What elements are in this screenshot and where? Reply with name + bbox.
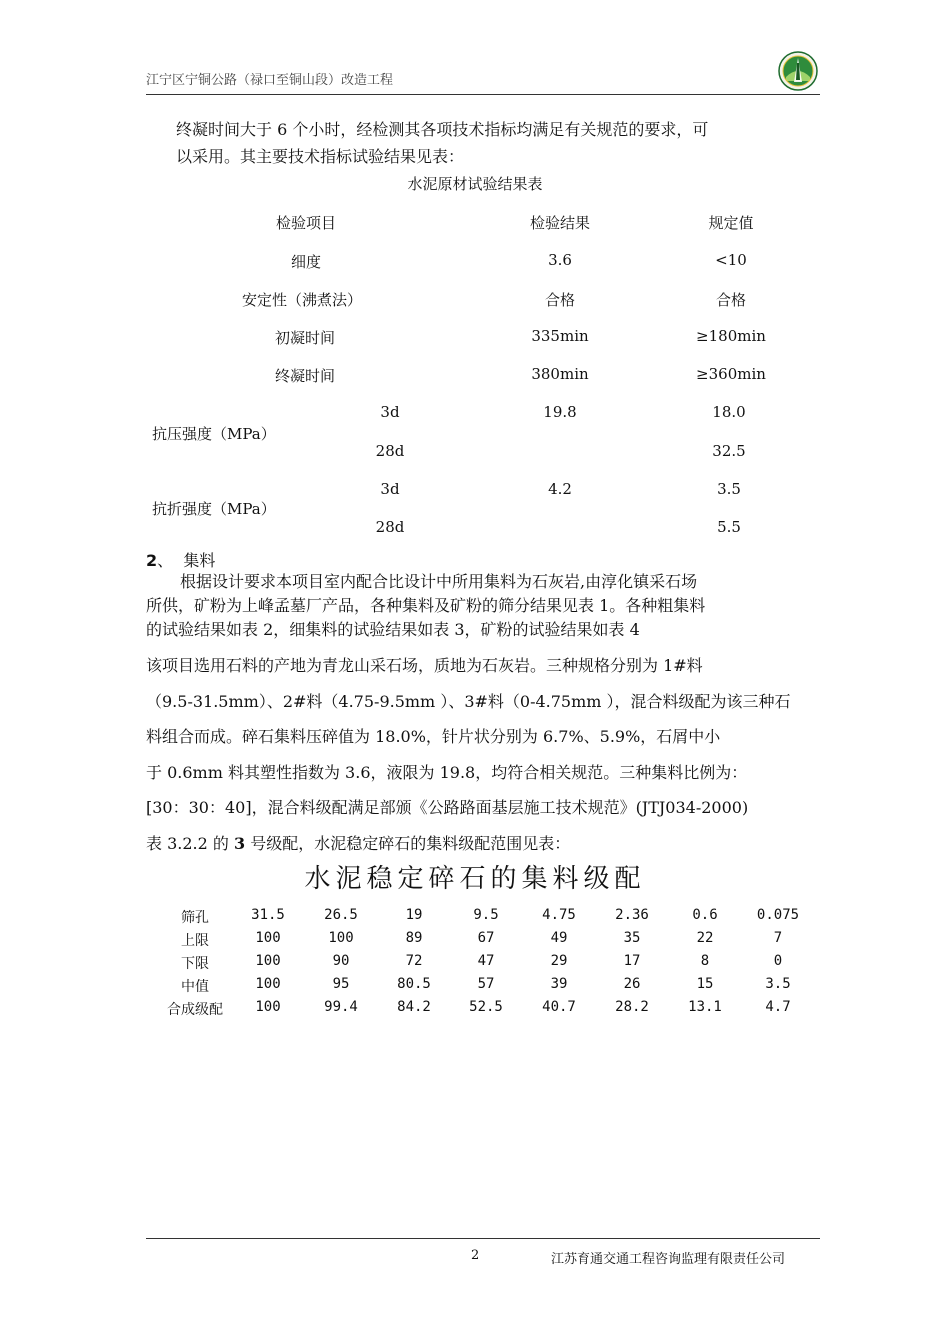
paragraph-bold-text: 3 bbox=[233, 833, 246, 853]
gradation-cell: 35 bbox=[623, 930, 641, 946]
table-cell: 3.5 bbox=[717, 480, 741, 498]
paragraph-line: 于 0.6mm 料其塑性指数为 3.6，液限为 19.8，均符合相关规范。三种集料比例为： bbox=[146, 762, 748, 782]
paragraph-line bbox=[146, 826, 816, 862]
table-cell: 28d bbox=[375, 518, 405, 536]
gradation-row-label: 合成级配 bbox=[167, 1002, 223, 1018]
gradation-cell: 80.5 bbox=[397, 976, 431, 992]
table-cell: ≥360min bbox=[696, 365, 766, 383]
table-cell: 3d bbox=[380, 480, 400, 498]
gradation-cell: 28.2 bbox=[615, 999, 649, 1015]
section-separator: 、 bbox=[157, 551, 174, 570]
table-header-result: 检验结果 bbox=[529, 214, 591, 232]
gradation-cell: 100 bbox=[328, 930, 354, 946]
table-cell: 合格 bbox=[544, 291, 576, 309]
gradation-cell: 8 bbox=[700, 953, 710, 969]
gradation-cell: 9.5 bbox=[473, 907, 499, 923]
paragraph-line: 该项目选用石料的产地为青龙山采石场，质地为石灰岩。三种规格分别为 1#料 bbox=[146, 656, 703, 675]
gradation-cell: 0 bbox=[773, 953, 783, 969]
gradation-cell: 13.1 bbox=[688, 999, 722, 1015]
gradation-cell: 39 bbox=[550, 976, 568, 992]
gradation-cell: 47 bbox=[477, 953, 495, 969]
table-cell: 335min bbox=[531, 327, 589, 345]
aggregate-paragraph bbox=[146, 570, 816, 642]
gradation-cell: 4.75 bbox=[542, 907, 576, 923]
gradation-cell: 0.6 bbox=[692, 907, 718, 923]
gradation-cell: 4.7 bbox=[765, 999, 791, 1015]
table-cell: 380min bbox=[531, 365, 589, 383]
table-header-spec: 规定值 bbox=[708, 214, 754, 232]
paragraph-line: 所供，矿粉为上峰孟墓厂产品，各种集料及矿粉的筛分结果见表 1。各种粗集料 bbox=[146, 596, 706, 615]
paragraph-text: 号级配，水泥稳定碎石的集料级配范围见表： bbox=[245, 833, 571, 853]
table-cell: 3d bbox=[380, 403, 400, 421]
table-cell: 19.8 bbox=[543, 403, 577, 421]
gradation-cell: 17 bbox=[623, 953, 641, 969]
compressive-strength-label: 抗压强度（MPa） bbox=[152, 425, 276, 443]
gradation-cell: 100 bbox=[255, 930, 281, 946]
gradation-cell: 15 bbox=[696, 976, 714, 992]
gradation-cell: 2.36 bbox=[615, 907, 649, 923]
gradation-cell: 3.5 bbox=[765, 976, 791, 992]
table-cell: 合格 bbox=[715, 291, 747, 309]
gradation-cell: 84.2 bbox=[397, 999, 431, 1015]
gradation-cell: 67 bbox=[477, 930, 495, 946]
intro-line-1: 终凝时间大于 6 个小时，经检测其各项技术指标均满足有关规范的要求，可 bbox=[176, 120, 709, 139]
gradation-cell: 95 bbox=[332, 976, 350, 992]
gradation-cell: 22 bbox=[696, 930, 714, 946]
table-cell: 终凝时间 bbox=[274, 367, 336, 385]
table-cell: 3.6 bbox=[548, 251, 572, 269]
footer-divider bbox=[146, 1238, 820, 1239]
gradation-cell: 100 bbox=[255, 953, 281, 969]
table-cell: 4.2 bbox=[548, 480, 572, 498]
gradation-cell: 31.5 bbox=[251, 907, 285, 923]
paragraph-line: 料组合而成。碎石集料压碎值为 18.0%，针片状分别为 6.7%、5.9%，石屑中小 bbox=[146, 727, 721, 746]
paragraph-text: 表 3.2.2 的 bbox=[146, 833, 234, 853]
gradation-cell: 57 bbox=[477, 976, 495, 992]
intro-line-2: 以采用。其主要技术指标试验结果见表： bbox=[176, 147, 465, 166]
flexural-strength-label: 抗折强度（MPa） bbox=[152, 500, 276, 518]
table-cell: 5.5 bbox=[717, 518, 741, 536]
footer-company: 江苏育通交通工程咨询监理有限责任公司 bbox=[551, 1252, 786, 1267]
gradation-cell: 26.5 bbox=[324, 907, 358, 923]
gradation-cell: 29 bbox=[550, 953, 568, 969]
table-cell: <10 bbox=[715, 251, 747, 269]
paragraph-line: 的试验结果如表 2，细集料的试验结果如表 3，矿粉的试验结果如表 4 bbox=[146, 620, 640, 639]
gradation-cell: 19 bbox=[405, 907, 423, 923]
gradation-row-label: 上限 bbox=[181, 933, 209, 949]
gradation-cell: 40.7 bbox=[542, 999, 576, 1015]
table-cell: 28d bbox=[375, 442, 405, 460]
paragraph-line: 根据设计要求本项目室内配合比设计中所用集料为石灰岩,由淳化镇采石场 bbox=[180, 572, 698, 591]
gradation-row-label: 中值 bbox=[181, 979, 209, 995]
gradation-cell: 89 bbox=[405, 930, 423, 946]
section-heading bbox=[146, 548, 215, 571]
gradation-cell: 7 bbox=[773, 930, 783, 946]
company-logo-icon bbox=[778, 51, 818, 91]
gradation-cell: 100 bbox=[255, 999, 281, 1015]
section-number: 2 bbox=[146, 551, 158, 570]
table-cell: 安定性（沸煮法） bbox=[241, 291, 363, 309]
table-cell: 18.0 bbox=[712, 403, 746, 421]
intro-paragraph bbox=[176, 116, 816, 170]
gradation-title: 水泥稳定碎石的集料级配 bbox=[304, 864, 646, 894]
page-number: 2 bbox=[471, 1248, 480, 1263]
table-cell: 初凝时间 bbox=[274, 329, 336, 347]
section-title: 集料 bbox=[183, 551, 216, 570]
gradation-cell: 49 bbox=[550, 930, 568, 946]
table-cell: 32.5 bbox=[712, 442, 746, 460]
gradation-row-label: 下限 bbox=[181, 956, 209, 972]
gradation-cell: 90 bbox=[332, 953, 350, 969]
cement-table-caption: 水泥原材试验结果表 bbox=[407, 175, 543, 193]
table-cell: ≥180min bbox=[696, 327, 766, 345]
stone-paragraph bbox=[146, 648, 816, 861]
gradation-cell: 52.5 bbox=[469, 999, 503, 1015]
paragraph-line: （9.5-31.5mm）、2#料（4.75-9.5mm ）、3#料（0-4.75mm ），混合料级配为该三种石 bbox=[146, 691, 791, 711]
gradation-cell: 100 bbox=[255, 976, 281, 992]
gradation-row-label: 筛孔 bbox=[181, 910, 209, 926]
gradation-cell: 0.075 bbox=[756, 907, 800, 923]
gradation-cell: 26 bbox=[623, 976, 641, 992]
gradation-cell: 72 bbox=[405, 953, 423, 969]
header-title: 江宁区宁铜公路（禄口至铜山段）改造工程 bbox=[146, 73, 394, 88]
paragraph-line: [30：30：40]，混合料级配满足部颁《公路路面基层施工技术规范》(JTJ034-2000) bbox=[146, 798, 749, 817]
header-divider bbox=[146, 94, 820, 95]
table-header-item: 检验项目 bbox=[275, 214, 337, 232]
gradation-cell: 99.4 bbox=[324, 999, 358, 1015]
table-cell: 细度 bbox=[290, 253, 322, 271]
